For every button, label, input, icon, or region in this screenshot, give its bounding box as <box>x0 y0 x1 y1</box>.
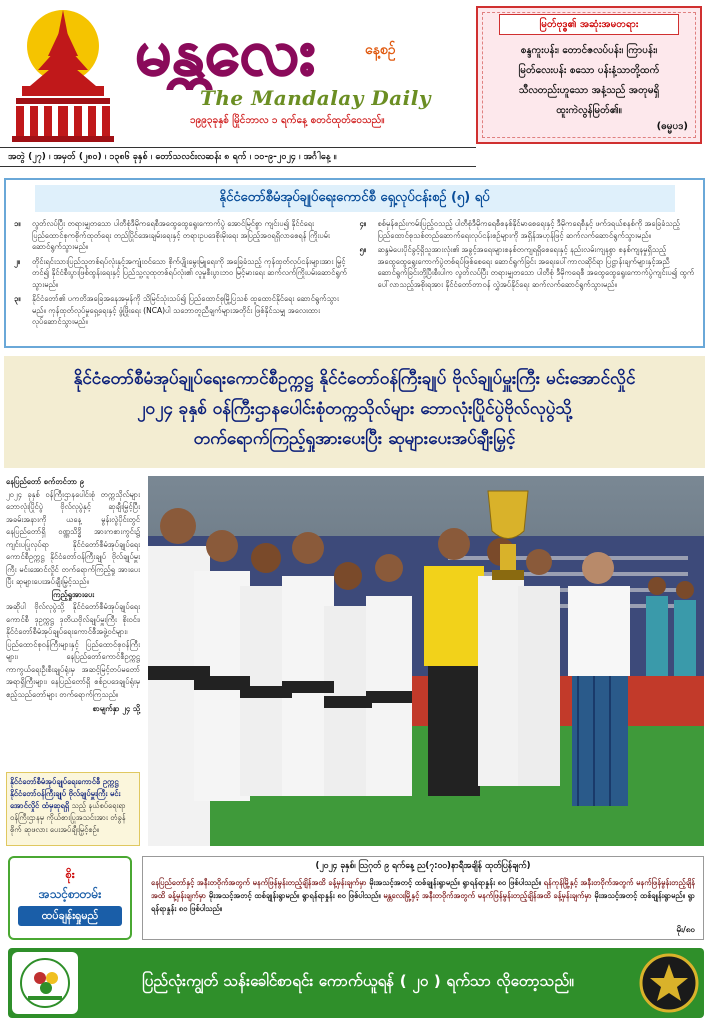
notice-code: မိုး/၈၀ <box>676 925 695 934</box>
trophy-ceremony-photo <box>148 476 704 846</box>
weather-notice-heading: (၂၀၂၄ ခုနှစ်၊ ဩဂုတ် ၉ ရက်နေ့ ည(၇:၀၀)နာရီအချိန် ထုတ်ပြန်ချက်) <box>315 861 531 871</box>
article-body: ၂၀၂၄ ခုနှစ် ဝန်ကြီးဌာနပေါင်းစုံ တက္ကသိုလ်များ ဘောလုံးပြိုင်ပွဲ ဗိုလ်လုပွဲနှင့် ဆုချီးမြှင့်ပြီးအခမ်းအနားကို ယနေ့ မွန်းလွဲပိုင်းတွင် နေပြည်တော်ရှိ ဝဏ္ဏသိဒ္ဓိ အားကစားကွင်း၌ ကျင်းပပြုလုပ်ရာ နိုင်ငံတော်စီမံအုပ်ချုပ်ရေးကောင်စီဥက္ကဋ္ဌ နိုင်ငံတော်ဝန်ကြီးချုပ် ဗိုလ်ချုပ်မှူးကြီး မင်းအောင်လှိုင် တက်ရောက်ကြည့်ရှု အားပေးပြီး ဆုများပေးအပ်ချီးမြှင့်သည်။ <box>6 489 140 586</box>
immigration-seal-icon <box>638 952 700 1014</box>
census-banner-text: ပြည်လုံးကျွတ် သန်းခေါင်စာရင်း ကောက်ယူရန် ( ၂၀ ) ရက်သာ လိုတော့သည်။ <box>142 972 574 990</box>
objective-text: လွတ်လပ်ပြီး တရားမျှတသော ပါတီစုံဒီမိုကရေစီအထွေထွေရွေးကောက်ပွဲ အောင်မြင်စွာ ကျင်းပ၍ နိုင်ငံရေး ပြည်ထောင်စုကစိုက်ထုတ်ရေး တည်ပြိုင်အေးချမ်းရေးနှင့် တရားဥပဒေစိုးမိုးရေး အပြည့်အဝရရှိလာစေရန် ကြိုးပမ်းဆောင်ရွက်သွားမည်။ <box>32 219 330 251</box>
council-objectives-heading: နိုင်ငံတော်စီမံအုပ်ချုပ်ရေးကောင်စီ ရှေ့လုပ်ငန်းစဉ် (၅) ရပ် <box>35 185 675 212</box>
quote-line: စန္ဒကူးပန်း၊ တောင်ဇလပ်ပန်း၊ ကြာပန်း၊ <box>520 45 658 56</box>
objective-item <box>14 218 350 253</box>
weather-notice-body <box>151 876 695 915</box>
headline-line-1: နိုင်ငံတော်စီမံအုပ်ချုပ်ရေးကောင်စီဥက္ကဋ္ဌ နိုင်ငံတော်ဝန်ကြီးချုပ် ဗိုလ်ချုပ်မှူးကြီး မင်းအောင်လှိုင် <box>73 369 636 389</box>
promo-line-2: အသင့်စာတမ်း <box>38 887 102 901</box>
objective-text: ဆန္ဒမဲပေးပိုင်ခွင့်ရှိသူအားလုံး၏ အခွင့်အရေးများစနစ်တကျရရှိစေရေးနှင့် နည်းလမ်းကျနစွာ စနစ်ကျနမှုရှိသည့် အထွေထွေရွေးကောက်ပွဲတစ်ရပ်ဖြစ်စေရေး ဆောင်ရွက်ခြင်း အရေးပေါ်ကာလဆိုင်ရာ ပြဋ္ဌာန်းချက်များနှင့်အညီ ဆောင်ရွက်ခြင်းတို့ပြီးစီးပါက လွတ်လပ်ပြီး တရားမျှတသော ပါတီစုံ ဒီမိုကရေစီ အထွေထွေရွေးကောက်ပွဲကျင်းပ၍ ထွက်ပေါ်လာသည့်အစိုးရအား နိုင်ငံတော်တာဝန် လွှဲအပ်နိုင်ရေး ဆက်လက်ဆောင်ရွက်သွားမည်။ <box>377 245 695 289</box>
forecast-naypyitaw-detail: မိုးအသင့်အတင့် ထစ်ချုန်းရွာမည်။ ရွာရန်ရာနှုန်း ၈၀ ဖြစ်ပါသည်။ <box>366 878 541 887</box>
article-subhead: ကြည့်ရှုအားပေး <box>51 589 95 599</box>
forecast-yangon: ရန်ကုန်မြို့နှင့် အနီးတဝိုက်အတွက် မနက်ဖြန်မွန်းတည့်ချိန်အထိ ခန့်မှန်းချက်မှာ <box>151 878 695 900</box>
quote-line: ထူးကဲလွန်မြတ်၏။ <box>556 105 622 116</box>
quote-title: မြတ်ဗုဒ္ဓ၏ အဆုံးအမတရား <box>499 14 679 35</box>
weather-forecast-notice <box>142 856 704 940</box>
census-banner <box>8 948 704 1018</box>
forecast-mandalay-detail: မိုးအသင့်အတင့် ထစ်ချုန်းရွာမည်။ ရွာရန်ရာနှုန်း ၈၀ ဖြစ်ပါသည်။ <box>151 891 695 913</box>
objective-number: ၂။ <box>14 256 20 266</box>
council-objectives-columns <box>6 212 703 331</box>
article-body-continued: အဆိုပါ ဗိုလ်လုပွဲသို့ နိုင်ငံတော်စီမံအုပ်ချုပ်ရေးကောင်စီ ဒုဥက္ကဋ္ဌ ဒုတိယဗိုလ်ချုပ်မှူးကြီး စိုးဝင်း၊ နိုင်ငံတော်စီမံအုပ်ချုပ်ရေးကောင်စီအဖွဲ့ဝင်များ၊ ပြည်ထောင်စုဝန်ကြီးများနှင့် ပြည်ထောင်စုဝန်ကြီးများ၊ နေပြည်တော်ကောင်စီဥက္ကဋ္ဌ ကာကွယ်ရေးဦးစီးချုပ်ရုံးမှ အဆင့်မြင့်တပ်မတော်အရာရှိကြီးများ၊ နေပြည်တော်ရှိ စစ်ဥပဒေချုပ်ရုံးမှ ဧည့်သည်တော်များ တက်ရောက်ကြသည်။ <box>6 602 140 699</box>
issue-dateline: အတွဲ (၂၇) ၊ အမှတ် (၂၈၀) ၊ ၁၃၈၆ ခုနှစ် ၊ တော်သလင်းလဆန်း ၈ ရက် ၊ ၁၀-၉-၂၀၂၄ ၊ အင်္ဂါနေ့ ။ <box>0 147 476 167</box>
objectives-right-column <box>360 218 696 331</box>
quote-line: သီလတည်းဟူသော အနံ့သည် အတုမရှိ <box>518 85 660 96</box>
english-title: The Mandalay Daily <box>200 86 431 110</box>
objectives-left-column <box>14 218 350 331</box>
objective-item <box>360 218 696 241</box>
caption-title: နိုင်ငံတော်စီမံအုပ်ချုပ်ရေးကောင်စီ ဥက္ကဋ္ဌ နိုင်ငံတော်ဝန်ကြီးချုပ် ဗိုလ်ချုပ်မှူးကြီး မင်းအောင်လှိုင် ထံမှဆုရရှိ <box>10 777 121 810</box>
masthead-title: မန္တလေး <box>135 16 316 90</box>
promo-line-1: စိုး <box>65 868 75 881</box>
buddha-quote-box <box>476 6 702 144</box>
quote-source: (ဓမ္မပဒ) <box>656 121 688 132</box>
objective-text: တိုင်းရင်းသားပြည်သူတစ်ရပ်လုံးနှင့်အကျုံးဝင်သော စိုက်ပျိုးမွေးမြူရေးကို အခြေခံသည့် ကုန်ထုတ်လုပ်ငန်းများအား မြှင့်တင်၍ နိုင်ငံစီးပွားဖြစ်ထွန်းရေးနှင့် ပြည်သူ့လူထုတစ်ရပ်လုံး၏ လူမှုစီးပွားဘဝ မြင့်မားရေး ဆက်လက်ကြိုးပမ်းဆောင်ရွက်သွားမည်။ <box>32 256 347 289</box>
objective-number: ၄။ <box>359 219 366 228</box>
photo-caption-box <box>6 772 140 846</box>
article-dateline: နေပြည်တော် စက်တင်ဘာ ၉ <box>6 477 84 486</box>
continued-on-page: စာမျက်နှာ ၂၄ သို့ <box>92 704 140 713</box>
palace-logo-icon <box>8 6 118 146</box>
objective-text: စစ်မှန်စည်းကမ်းပြည့်ဝသည့် ပါတီစုံဒီမိုကရေစီစနစ်နိုင်မာစေရေးနှင့် ဒီမိုကရေစီနှင့် ဖက်ဒရယ်စနစ်ကို အခြေခံသည့် ပြည်ထောင်စုသစ်တည်ဆောက်ရေးလုပ်ငန်းစဉ်များကို အရှိန်အဟုန်ဖြင့် ဆက်လက်ဆောင်ရွက်သွားမည်။ <box>377 219 680 240</box>
lead-headline <box>4 356 705 468</box>
census-logo-icon <box>12 952 78 1014</box>
caption-body: သည့် နယ်စပ်ရေးရာဝန်ကြီးဌာနမှ ကိုယ်စားပြုအသင်းအား တံခွန်စိုက် ဆုဖလား ပေးအပ်ချီးမြှင့်စဉ်။ <box>10 801 126 834</box>
forecast-mandalay: မန္တလေးမြို့နှင့် အနီးတဝိုက်အတွက် မနက်ဖြန်မွန်းတည့်ချိန်အထိ ခန့်မှန်းချက်မှာ <box>380 891 592 900</box>
objective-number: ၁။ <box>14 219 21 228</box>
objective-item <box>14 293 350 328</box>
objective-number: ၃။ <box>14 294 21 303</box>
forecast-yangon-detail: မိုးအသင့်အတင့် ထစ်ချုန်းရွာမည်။ ရွာရန်ရာနှုန်း ၈၀ ဖြစ်ပါသည်။ <box>206 891 381 900</box>
headline-line-3: တက်ရောက်ကြည့်ရှုအားပေးပြီး ဆုများပေးအပ်ချီးမြှင့် <box>193 429 516 449</box>
objective-number: ၅။ <box>359 245 366 254</box>
edition-label: နေ့စဉ် <box>365 42 396 58</box>
ceremony-photo-illustration <box>148 476 704 846</box>
rain-promo-box <box>8 856 132 940</box>
objective-item <box>14 256 350 291</box>
promo-line-3: ထပ်ချန်းရှုမည် <box>18 906 122 926</box>
objective-item <box>360 244 696 290</box>
headline-line-2: ၂၀၂၄ ခုနှစ် ဝန်ကြီးဌာနပေါင်းစုံတက္ကသိုလ်များ ဘောလုံးပြိုင်ပွဲဗိုလ်လုပွဲသို့ <box>137 399 572 419</box>
masthead-title-art <box>125 2 470 90</box>
objective-text: နိုင်ငံတော်၏ ပကတိအခြေအနေအမှန်ကို သိမြင်သုံးသပ်၍ ပြည်ထောင်စုမြို့ပြသစ် ထူထောင်နိုင်ရေး ဆောင်ရွက်သွားမည်။ ကုန်ထုတ်လုပ်မှုရှေ့ရေးနှင့် ဖွံ့ဖြိုးရေး (NCA)ပါ သဘောတူညီချက်များအတိုင်း ဖြစ်နိုင်သမျှ အလေးထား လုပ်ဆောင်သွားမည်။ <box>32 294 339 326</box>
founding-slogan: ၁၉၉၃ခုနှစ် မြိုင်ဘာလ ၁ ရက်နေ့ စတင်ထုတ်ဝေသည်။ <box>190 115 385 126</box>
quote-line: မြတ်လေးပန်း စသော ပန်းနံ့သာတို့ထက် <box>518 65 660 76</box>
masthead <box>0 0 709 162</box>
forecast-naypyitaw: နေပြည်တော်နှင့် အနီးတဝိုက်အတွက် မနက်ဖြန်မွန်းတည့်ချိန်အထိ ခန့်မှန်းချက်မှာ <box>151 878 367 887</box>
council-objectives-box <box>4 178 705 348</box>
